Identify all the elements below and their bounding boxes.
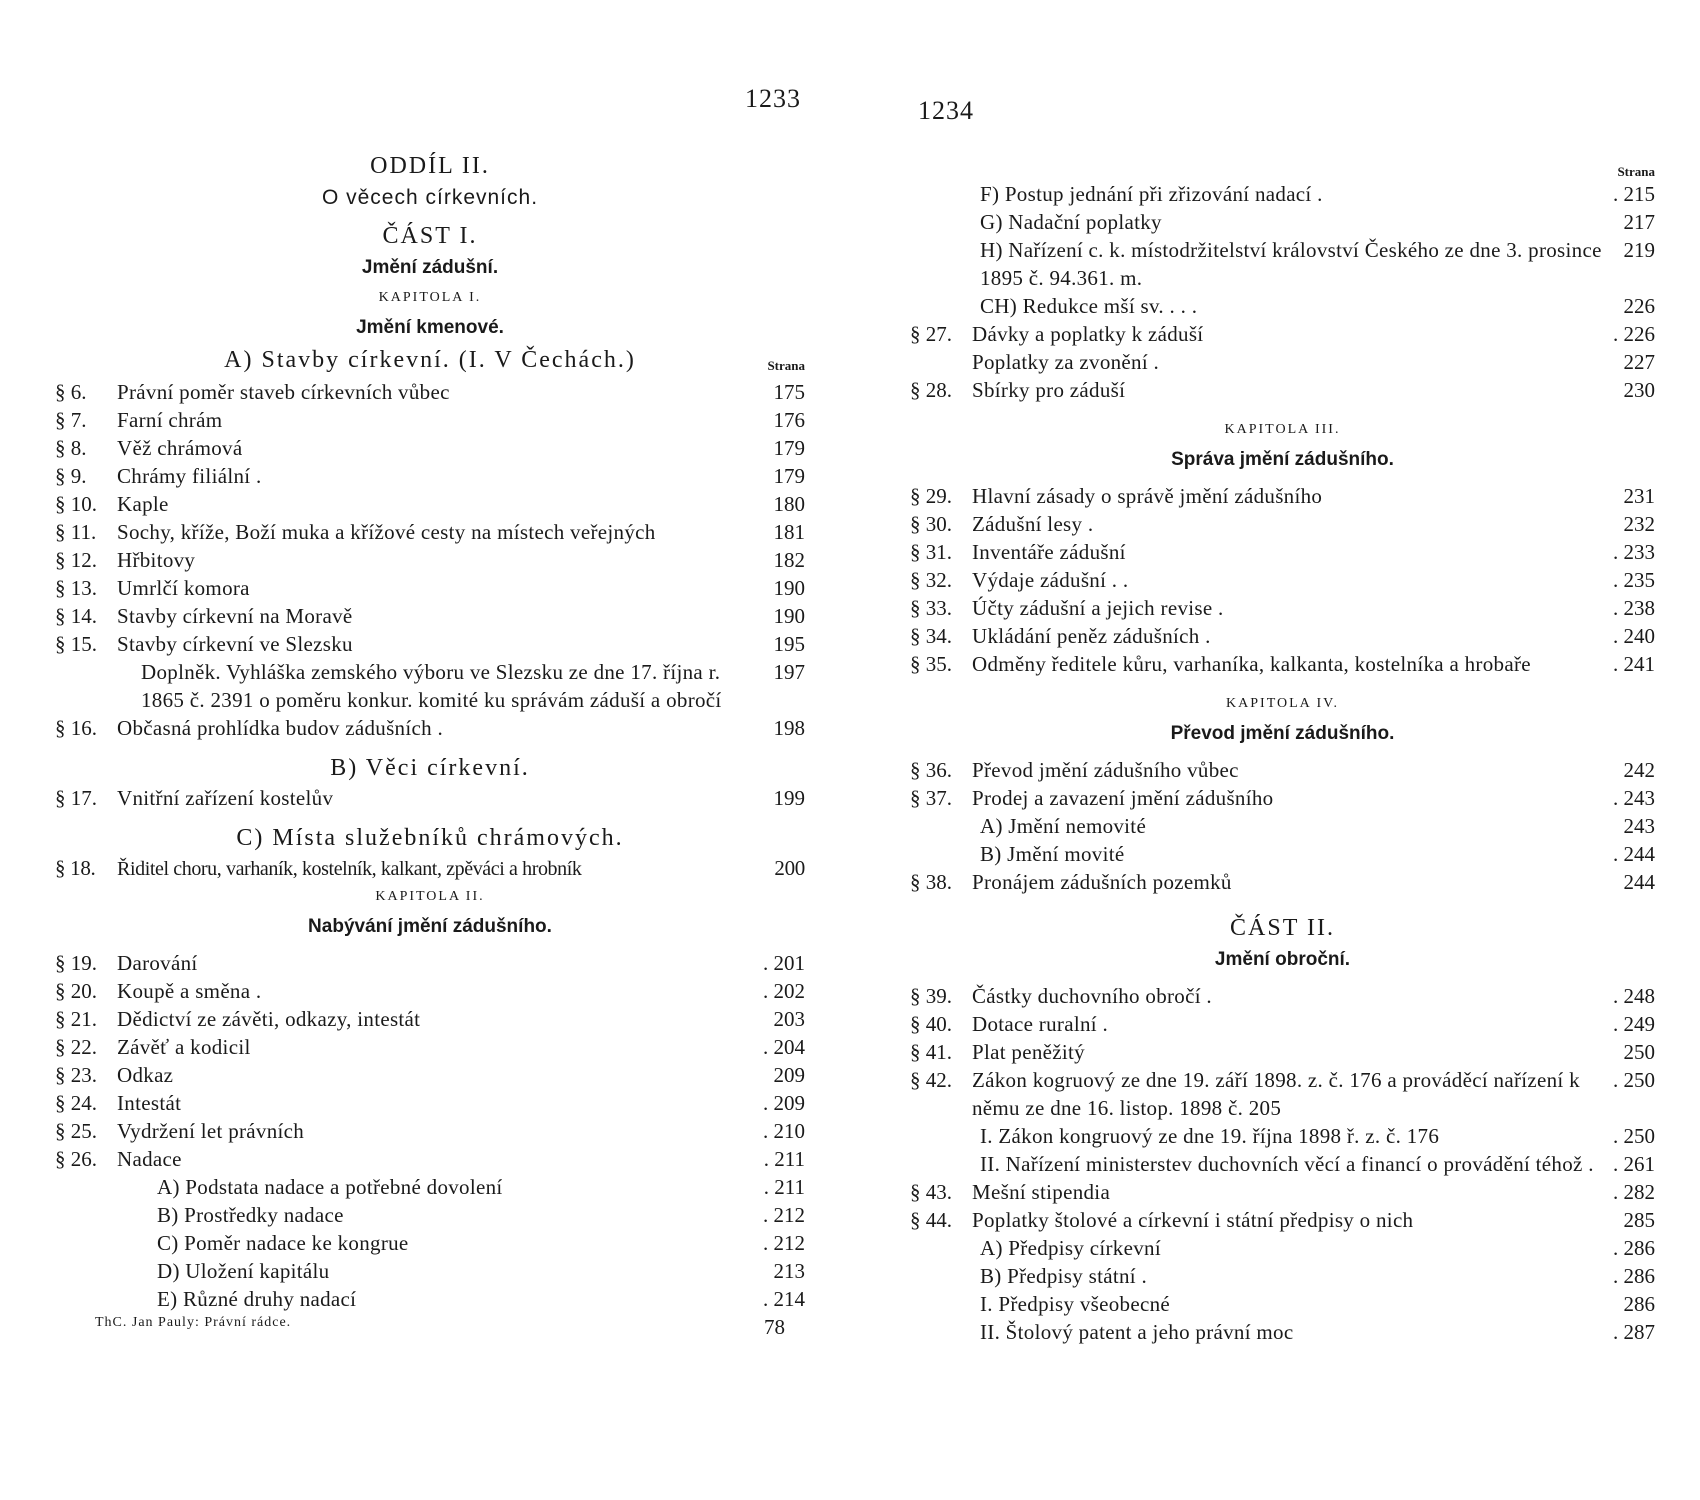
section-number: § 19.	[55, 951, 97, 975]
toc-entry	[55, 1145, 805, 1173]
cast-heading: ČÁST I.	[382, 223, 478, 249]
section-number: § 12.	[55, 548, 97, 572]
section-number: § 15.	[55, 632, 97, 656]
toc-entry	[910, 650, 1655, 678]
entry-title: Sbírky pro záduší	[972, 378, 1126, 402]
toc-entry	[55, 1061, 805, 1089]
section-number: § 18.	[55, 856, 96, 880]
page-ref: . 240	[1613, 624, 1655, 648]
entry-title: Odkaz	[117, 1063, 174, 1087]
page-ref: 217	[1623, 210, 1655, 234]
page-ref: . 211	[763, 1147, 805, 1171]
section-number: § 44.	[910, 1208, 952, 1232]
entry-title: A) Jmění nemovité	[980, 814, 1147, 838]
toc-entry	[910, 840, 1655, 868]
entry-title: Výdaje zádušní . .	[972, 568, 1129, 592]
page-ref: 199	[773, 786, 805, 810]
entry-title: Darování	[117, 951, 198, 975]
page-ref: . 243	[1613, 786, 1655, 810]
page-ref: . 248	[1613, 984, 1655, 1008]
section-number: § 39.	[910, 984, 952, 1008]
toc-entry	[55, 1229, 805, 1257]
entry-title: Inventáře zádušní	[972, 540, 1126, 564]
toc-entry	[55, 1201, 805, 1229]
entry-title: Odměny ředitele kůru, varhaníka, kalkanta, kostelníka a hrobaře	[972, 652, 1531, 676]
toc-entry	[910, 1206, 1655, 1234]
section-number: § 22.	[55, 1035, 97, 1059]
toc-entry	[55, 1173, 805, 1201]
entry-title: Zákon kogruový ze dne 19. září 1898. z. č. 176 a prováděcí nařízení k němu ze dne 16. listop. 1898 č. 205	[972, 1068, 1580, 1120]
entry-title: E) Různé druhy nadací	[157, 1287, 357, 1311]
toc-entry	[55, 784, 805, 812]
section-number: § 9.	[55, 464, 87, 488]
page-ref: 213	[773, 1259, 805, 1283]
toc-entry	[910, 1066, 1655, 1122]
entry-title: Vydržení let právních	[117, 1119, 305, 1143]
toc-list-a	[55, 378, 805, 742]
toc-entry	[910, 180, 1655, 208]
page-number-right: 1234	[918, 96, 974, 125]
toc-entry	[55, 658, 805, 714]
section-number: § 33.	[910, 596, 952, 620]
toc-entry	[910, 1150, 1655, 1178]
page-ref: . 204	[763, 1035, 805, 1059]
footer-signature: 78	[764, 1315, 785, 1339]
entry-title: Částky duchovního obročí .	[972, 984, 1212, 1008]
right-page	[910, 0, 1655, 1346]
toc-entry	[910, 756, 1655, 784]
section-number: § 31.	[910, 540, 952, 564]
page-ref: . 226	[1613, 322, 1655, 346]
entry-title: II. Nařízení ministerstev duchovních věcí a financí o provádění téhož .	[980, 1152, 1594, 1176]
entry-title: Chrámy filiální .	[117, 464, 262, 488]
kapitola-title: Správa jmění zádušního.	[1171, 449, 1394, 470]
page-ref: . 244	[1613, 842, 1655, 866]
entry-title: Intestát	[117, 1091, 182, 1115]
entry-title: Umrlčí komora	[117, 576, 250, 600]
page-ref: . 286	[1613, 1236, 1655, 1260]
kapitola-heading: KAPITOLA III.	[1224, 422, 1341, 437]
page-ref: . 261	[1613, 1152, 1655, 1176]
section-number: § 35.	[910, 652, 952, 676]
section-number: § 13.	[55, 576, 97, 600]
toc-entry	[910, 1038, 1655, 1066]
page-ref: . 212	[763, 1203, 805, 1227]
kapitola-heading: KAPITOLA II.	[375, 889, 485, 904]
section-number: § 43.	[910, 1180, 952, 1204]
section-number: § 36.	[910, 758, 952, 782]
section-number: § 14.	[55, 604, 97, 628]
page-ref: 200	[774, 856, 805, 880]
toc-entry	[910, 1290, 1655, 1318]
oddil-title: O věcech církevních.	[321, 186, 539, 209]
toc-list-b	[910, 482, 1655, 678]
entry-title: Řiditel choru, varhaník, kostelník, kalkant, zpěváci a hrobník	[117, 858, 582, 880]
page-ref: 230	[1623, 378, 1655, 402]
footer-author: ThC. Jan Pauly: Právní rádce.	[95, 1315, 292, 1330]
section-number: § 40.	[910, 1012, 952, 1036]
toc-entry	[55, 714, 805, 742]
page-ref: . 233	[1613, 540, 1655, 564]
section-number: § 24.	[55, 1091, 97, 1115]
page-ref: 243	[1623, 814, 1655, 838]
entry-title: II. Štolový patent a jeho právní moc	[980, 1320, 1294, 1344]
section-number: § 23.	[55, 1063, 97, 1087]
left-page	[55, 0, 805, 1340]
toc-entry	[910, 208, 1655, 236]
toc-entry	[910, 1234, 1655, 1262]
toc-entry	[910, 482, 1655, 510]
page-ref: 190	[773, 604, 805, 628]
section-number: § 17.	[55, 786, 97, 810]
section-number: § 30.	[910, 512, 952, 536]
toc-entry	[55, 1033, 805, 1061]
toc-entry	[910, 622, 1655, 650]
toc-entry	[910, 538, 1655, 566]
entry-title: Koupě a směna .	[117, 979, 262, 1003]
page-ref: . 210	[763, 1119, 805, 1143]
kapitola-title: Převod jmění zádušního.	[1170, 723, 1395, 744]
toc-entry	[55, 977, 805, 1005]
toc-entry	[910, 982, 1655, 1010]
page-ref: 195	[773, 632, 805, 656]
entry-title: B) Předpisy státní .	[980, 1264, 1147, 1288]
entry-title: Stavby církevní ve Slezsku	[117, 632, 353, 656]
toc-entry	[55, 406, 805, 434]
page-ref: . 211	[763, 1175, 805, 1199]
page-ref: 203	[773, 1007, 805, 1031]
toc-entry	[55, 518, 805, 546]
entry-title: Ukládání peněz zádušních .	[972, 624, 1211, 648]
section-heading-b: B) Věci církevní.	[330, 755, 530, 781]
entry-title: Mešní stipendia	[972, 1180, 1111, 1204]
entry-title: Závěť a kodicil	[117, 1035, 251, 1059]
entry-title: Dědictví ze závěti, odkazy, intestát	[117, 1007, 421, 1031]
section-heading-a: A) Stavby církevní. (I. V Čechách.)	[224, 347, 636, 373]
entry-title: Farní chrám	[117, 408, 223, 432]
page-ref: . 201	[763, 951, 805, 975]
entry-title: Občasná prohlídka budov zádušních .	[117, 716, 444, 740]
page-ref: . 202	[763, 979, 805, 1003]
page-ref: . 282	[1613, 1180, 1655, 1204]
cast-heading: ČÁST II.	[1230, 915, 1335, 941]
entry-title: Pronájem zádušních pozemků	[972, 870, 1232, 894]
entry-title: Poplatky za zvonění .	[972, 350, 1160, 374]
section-number: § 7.	[55, 408, 87, 432]
page-ref: 179	[773, 436, 805, 460]
page-ref: . 249	[1613, 1012, 1655, 1036]
entry-title: Účty zádušní a jejich revise .	[972, 596, 1224, 620]
page-ref: 285	[1623, 1208, 1655, 1232]
page-ref: 190	[773, 576, 805, 600]
toc-entry	[55, 434, 805, 462]
page-ref: 219	[1623, 238, 1655, 262]
toc-entry	[910, 868, 1655, 896]
entry-title: Nadace	[117, 1147, 182, 1171]
toc-list-c	[910, 756, 1655, 896]
entry-title: Stavby církevní na Moravě	[117, 604, 353, 628]
section-number: § 10.	[55, 492, 97, 516]
entry-title: CH) Redukce mší sv. . . .	[980, 294, 1198, 318]
section-number: § 25.	[55, 1119, 97, 1143]
oddil-heading: ODDÍL II.	[370, 153, 490, 179]
page-ref: 180	[773, 492, 805, 516]
kapitola-heading: KAPITOLA IV.	[1226, 696, 1339, 711]
entry-title: Hřbitovy	[117, 548, 196, 572]
toc-list-a	[910, 180, 1655, 404]
toc-entry	[55, 854, 805, 883]
page-ref: 250	[1623, 1040, 1655, 1064]
toc-entry	[55, 546, 805, 574]
toc-entry	[910, 1122, 1655, 1150]
toc-entry	[910, 566, 1655, 594]
section-number: § 28.	[910, 378, 952, 402]
toc-entry	[910, 292, 1655, 320]
section-number: § 21.	[55, 1007, 97, 1031]
section-number: § 26.	[55, 1147, 97, 1171]
page-ref: 179	[773, 464, 805, 488]
entry-title: Kaple	[117, 492, 169, 516]
kapitola-title: Nabývání jmění zádušního.	[308, 916, 552, 937]
section-number: § 34.	[910, 624, 952, 648]
page-ref: . 241	[1613, 652, 1655, 676]
section-number: § 42.	[910, 1068, 952, 1092]
section-number: § 8.	[55, 436, 87, 460]
toc-entry	[55, 602, 805, 630]
page-ref: . 286	[1613, 1264, 1655, 1288]
page-ref: . 209	[763, 1091, 805, 1115]
toc-entry	[55, 630, 805, 658]
section-number: § 32.	[910, 568, 952, 592]
section-number: § 37.	[910, 786, 952, 810]
toc-entry	[910, 348, 1655, 376]
toc-entry	[55, 574, 805, 602]
section-number: § 38.	[910, 870, 952, 894]
section-heading-c: C) Místa služebníků chrámových.	[236, 825, 624, 851]
entry-title: A) Podstata nadace a potřebné dovolení	[157, 1175, 503, 1199]
page-ref: 198	[773, 716, 805, 740]
entry-title: Vnitřní zařízení kostelův	[117, 786, 334, 810]
section-number: § 20.	[55, 979, 97, 1003]
kapitola-title: Jmění kmenové.	[356, 317, 504, 338]
section-number: § 41.	[910, 1040, 952, 1064]
strana-label: Strana	[1617, 164, 1655, 179]
entry-title: Věž chrámová	[117, 436, 243, 460]
page-ref: . 212	[763, 1231, 805, 1255]
page-ref: . 287	[1613, 1320, 1655, 1344]
entry-title: H) Nařízení c. k. místodržitelství království Českého ze dne 3. prosince 1895 č. 94.361. m.	[980, 238, 1602, 290]
toc-entry	[55, 378, 805, 406]
page-ref: . 250	[1613, 1068, 1655, 1092]
toc-entry	[910, 510, 1655, 538]
page-number-left: 1233	[745, 84, 801, 113]
page-ref: 232	[1623, 512, 1655, 536]
entry-title: B) Jmění movité	[980, 842, 1125, 866]
entry-title: Sochy, kříže, Boží muka a křížové cesty na místech veřejných	[117, 520, 656, 544]
entry-title: Plat peněžitý	[972, 1040, 1085, 1064]
entry-title: Zádušní lesy .	[972, 512, 1094, 536]
section-number: § 16.	[55, 716, 97, 740]
entry-title: G) Nadační poplatky	[980, 210, 1162, 234]
page-ref: . 214	[763, 1287, 805, 1311]
entry-title: Dávky a poplatky k záduší	[972, 322, 1204, 346]
entry-title: D) Uložení kapitálu	[157, 1259, 330, 1283]
entry-title: Poplatky štolové a církevní i státní předpisy o nich	[972, 1208, 1414, 1232]
page-ref: 242	[1623, 758, 1655, 782]
section-number: § 29.	[910, 484, 952, 508]
toc-entry	[55, 1117, 805, 1145]
toc-entry	[55, 949, 805, 977]
entry-title: I. Zákon kongruový ze dne 19. října 1898 ř. z. č. 176	[980, 1124, 1440, 1148]
page-ref: 286	[1623, 1292, 1655, 1316]
entry-title: Hlavní zásady o správě jmění zádušního	[972, 484, 1323, 508]
toc-entry	[910, 1262, 1655, 1290]
toc-list-d	[910, 982, 1655, 1346]
entry-title: F) Postup jednání při zřizování nadací .	[980, 182, 1323, 206]
section-number: § 11.	[55, 520, 97, 544]
page-ref: 176	[773, 408, 805, 432]
toc-entry	[910, 320, 1655, 348]
kapitola-heading: KAPITOLA I.	[378, 290, 482, 305]
toc-entry	[910, 1010, 1655, 1038]
page-ref: 244	[1623, 870, 1655, 894]
toc-entry	[910, 784, 1655, 812]
page-ref: . 235	[1613, 568, 1655, 592]
toc-entry	[55, 490, 805, 518]
page-ref: 209	[773, 1063, 805, 1087]
entry-title: A) Předpisy církevní	[980, 1236, 1161, 1260]
toc-entry	[910, 376, 1655, 404]
toc-entry	[55, 1285, 805, 1313]
entry-title: Dotace ruralní .	[972, 1012, 1108, 1036]
entry-title: B) Prostředky nadace	[157, 1203, 344, 1227]
entry-title: Právní poměr staveb církevních vůbec	[117, 380, 450, 404]
page-ref: 226	[1623, 294, 1655, 318]
toc-list-d	[55, 949, 805, 1313]
page-ref: . 250	[1613, 1124, 1655, 1148]
toc-entry	[910, 594, 1655, 622]
section-number: § 6.	[55, 380, 87, 404]
toc-entry	[910, 1318, 1655, 1346]
toc-entry	[55, 1257, 805, 1285]
page-ref: . 238	[1613, 596, 1655, 620]
toc-entry	[55, 1005, 805, 1033]
page-ref: 181	[773, 520, 805, 544]
page-ref: 197	[773, 660, 805, 684]
toc-entry	[55, 1089, 805, 1117]
page-ref: . 215	[1613, 182, 1655, 206]
section-number: § 27.	[910, 322, 952, 346]
strana-label: Strana	[767, 358, 805, 373]
cast-title: Jmění zádušní.	[361, 257, 499, 278]
entry-title: C) Poměr nadace ke kongrue	[157, 1231, 409, 1255]
entry-title: I. Předpisy všeobecné	[980, 1292, 1170, 1316]
toc-entry	[910, 812, 1655, 840]
toc-entry	[55, 462, 805, 490]
entry-title: Doplněk. Vyhláška zemského výboru ve Slezsku ze dne 17. října r. 1865 č. 2391 o poměru konkur. komité ku správám záduší a obročí	[141, 660, 722, 712]
page-ref: 231	[1623, 484, 1655, 508]
page-ref: 227	[1623, 350, 1655, 374]
page-ref: 175	[773, 380, 805, 404]
page-ref: 182	[773, 548, 805, 572]
entry-title: Převod jmění zádušního vůbec	[972, 758, 1239, 782]
toc-entry	[910, 236, 1655, 292]
cast-title: Jmění obroční.	[1214, 949, 1351, 970]
entry-title: Prodej a zavazení jmění zádušního	[972, 786, 1274, 810]
toc-entry	[910, 1178, 1655, 1206]
